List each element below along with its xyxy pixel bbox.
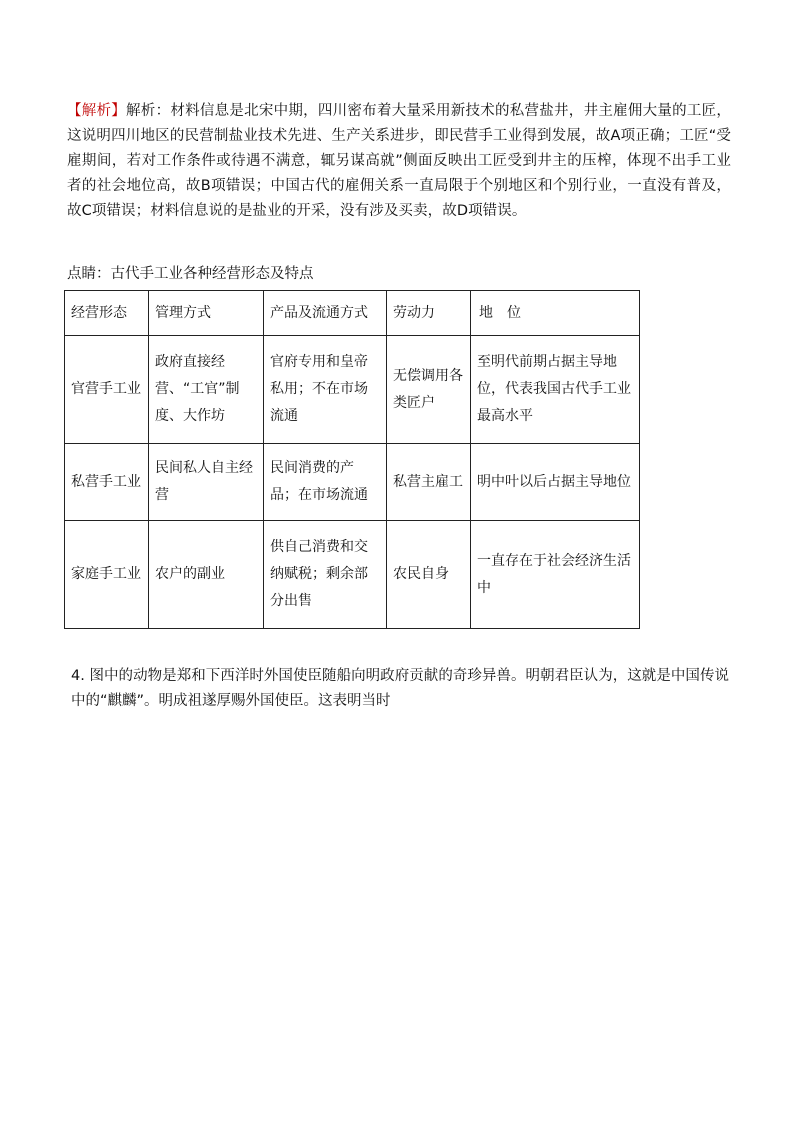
table-cell: 官府专用和皇帝私用；不在市场流通 — [264, 336, 387, 444]
table-cell: 家庭手工业 — [65, 521, 149, 629]
table-row — [65, 336, 640, 444]
table-cell: 明中叶以后占据主导地位 — [471, 444, 640, 521]
table-row — [65, 521, 640, 629]
table-cell: 农户的副业 — [149, 521, 264, 629]
header-cell: 管理方式 — [149, 291, 264, 336]
table-cell: 农民自身 — [387, 521, 471, 629]
question-4-text: 4. 图中的动物是郑和下西洋时外国使臣随船向明政府贡献的奇珍异兽。明朝君臣认为，这就是中国传说中的“麒麟”。明成祖遂厚赐外国使臣。这表明当时 — [71, 668, 729, 709]
table-header-row — [65, 291, 640, 336]
table-cell: 官营手工业 — [65, 336, 149, 444]
analysis-text: 解析：材料信息是北宋中期，四川密布着大量采用新技术的私营盐井，井主雇佣大量的工匠，这说明四川地区的民营制盐业技术先进、生产关系进步，即民营手工业得到发展，故A项正确；工匠“受雇期间，若对工作条件或待遇不满意，辄另谋高就”侧面反映出工匠受到井主的压榨，体现不出手工业者的社会地位高，故B项错误；中国古代的雇佣关系一直局限于个别地区和个别行业，一直没有普及，故C项错误；材料信息说的是盐业的开采，没有涉及买卖，故D项错误。 — [67, 103, 731, 219]
table-cell: 私营主雇工 — [387, 444, 471, 521]
table-cell: 供自己消费和交纳赋税；剩余部分出售 — [264, 521, 387, 629]
table-cell: 一直存在于社会经济生活中 — [471, 521, 640, 629]
table-row — [65, 444, 640, 521]
table-cell: 民间消费的产品；在市场流通 — [264, 444, 387, 521]
table-cell: 私营手工业 — [65, 444, 149, 521]
table-cell: 无偿调用各类匠户 — [387, 336, 471, 444]
header-cell: 产品及流通方式 — [264, 291, 387, 336]
table-cell: 民间私人自主经营 — [149, 444, 264, 521]
handicraft-table — [64, 290, 640, 629]
analysis-label: 【解析】 — [67, 103, 127, 119]
analysis-paragraph — [67, 99, 731, 224]
dianjing-heading: 点睛：古代手工业各种经营形态及特点 — [67, 266, 314, 282]
table-cell: 至明代前期占据主导地位，代表我国古代手工业最高水平 — [471, 336, 640, 444]
table-cell: 政府直接经营、“工官”制度、大作坊 — [149, 336, 264, 444]
header-cell: 经营形态 — [65, 291, 149, 336]
header-cell: 地 位 — [471, 291, 640, 336]
header-cell: 劳动力 — [387, 291, 471, 336]
